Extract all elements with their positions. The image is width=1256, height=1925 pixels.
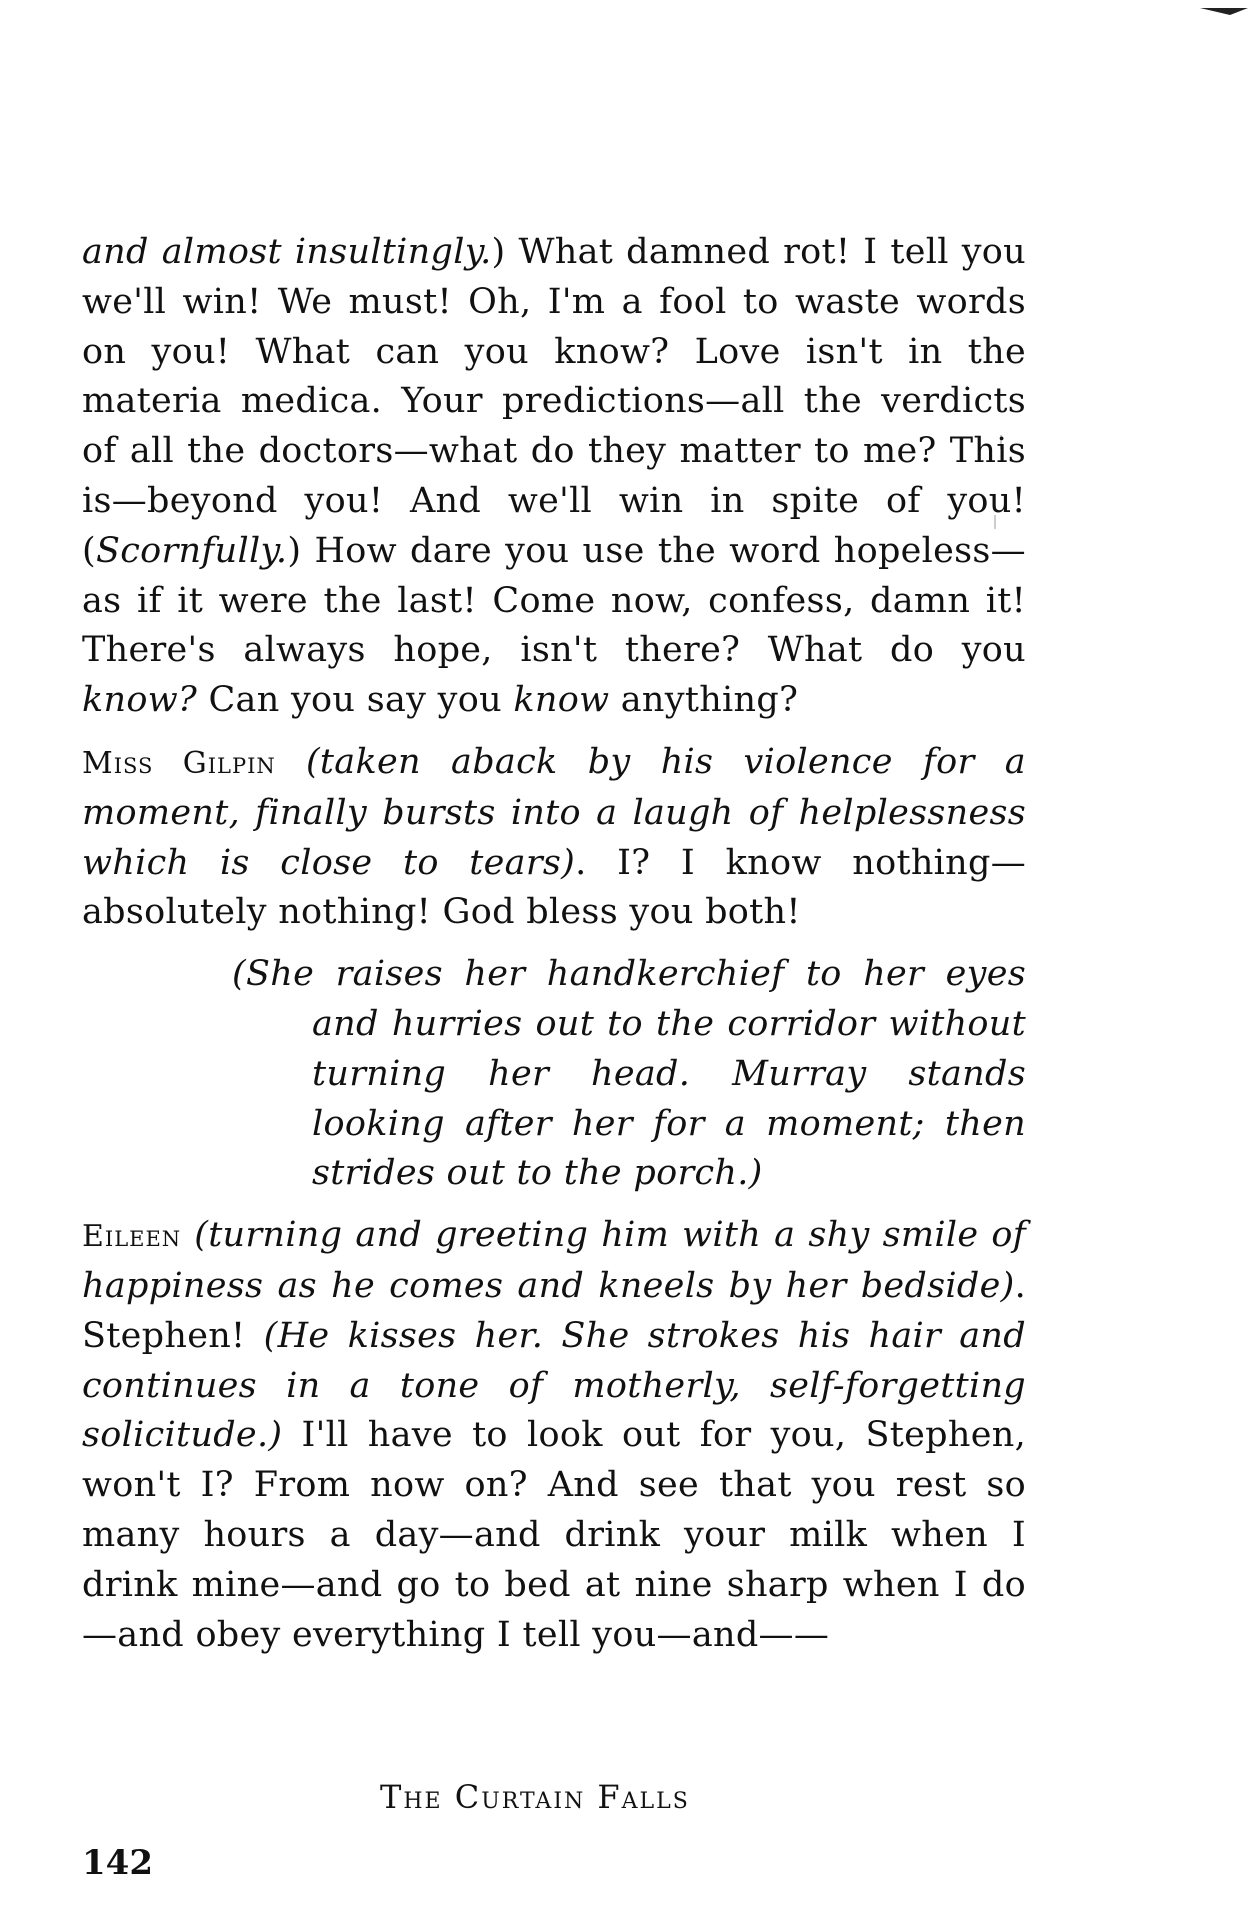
- dialogue-text: . I? I know nothing—absolutely nothing! God bless you both!: [82, 842, 1026, 933]
- dialogue-text: . Stephen!: [82, 1265, 1026, 1356]
- printer-mark-icon: [1200, 6, 1248, 16]
- emphasis-text: know: [513, 680, 610, 721]
- curtain-falls-footer: The Curtain Falls: [380, 1778, 690, 1816]
- dialogue-text: ) What damned rot! I tell you we'll win! We must! Oh, I'm a fool to waste words on you! What can you know? Love isn't in the materia medica. Your predictions—all the verdicts of all the doctors—what do they matter to me? This is—beyond you! And we'll win in spite of you! (: [82, 232, 1026, 571]
- stage-direction: Scornfully.: [95, 530, 288, 571]
- dialogue-text: anything?: [609, 680, 799, 721]
- speaker-name: Eileen: [82, 1219, 182, 1255]
- stage-direction: (He kisses her. She strokes his hair and continues in a tone of motherly, self-forgetting solicitude.): [82, 1315, 1026, 1456]
- page-body: [82, 228, 1026, 1660]
- dialogue-text: Can you say you: [197, 680, 514, 721]
- dialogue-text: ) How dare you use the word hopeless—as if it were the last! Come now, confess, damn it! There's always hope, isn't there? What do you: [82, 530, 1026, 671]
- page-number: 142: [82, 1843, 153, 1883]
- stage-direction: (taken aback by his violence for a moment, finally bursts into a laugh of helplessness which is close to tears): [82, 741, 1026, 883]
- stage-direction-block: [232, 950, 1026, 1199]
- paragraph-miss-gilpin: [82, 738, 1026, 938]
- dialogue-text: I'll have to look out for you, Stephen, won't I? From now on? And see that you rest so many hours a day—and drink your milk when I drink mine—and go to bed at nine sharp when I do—and obey everything I tell you—and——: [82, 1415, 1026, 1655]
- paragraph-eileen: [82, 1211, 1026, 1660]
- speaker-name: Miss Gilpin: [82, 745, 276, 781]
- stage-direction: (turning and greeting him with a shy smile of happiness as he comes and kneels by her bedside): [82, 1215, 1026, 1306]
- emphasis-text: know?: [82, 680, 198, 721]
- paragraph-murray: [82, 228, 1026, 726]
- stage-direction: and almost insultingly.: [82, 232, 492, 272]
- stage-direction: (She raises her handkerchief to her eyes and hurries out to the corridor without turning her head. Murray stands looking after her for a moment; then strides out to the porch.): [232, 954, 1026, 1194]
